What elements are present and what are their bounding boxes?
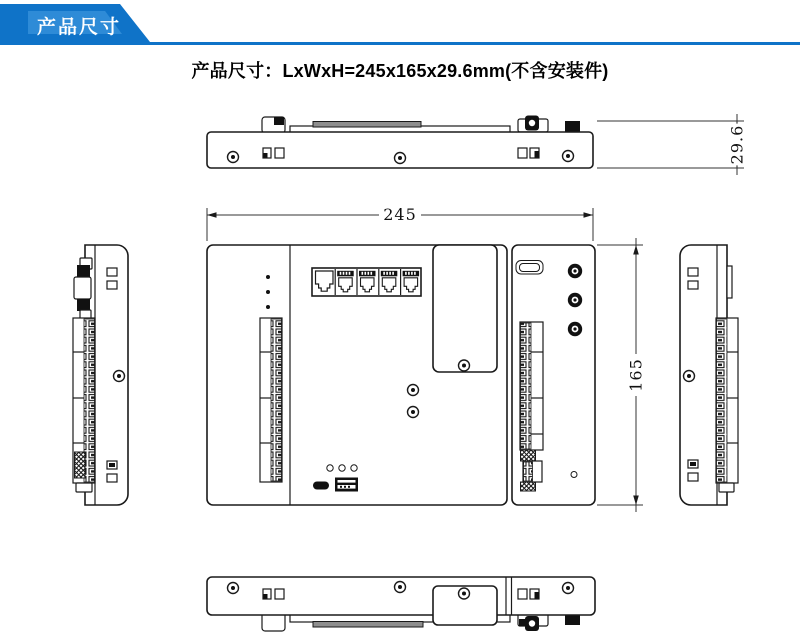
screw-hole [114,371,125,382]
front-view-drawing [207,245,595,505]
terminal-block-right [520,322,543,491]
dimension-width [597,238,646,512]
screw-hole [459,588,470,599]
top-view-drawing [207,116,593,169]
usb-a-port [335,478,358,492]
screw-hole [395,582,406,593]
screw-hole [408,385,419,396]
terminal-block-side [73,318,95,492]
right-side-view-drawing [680,245,738,505]
dimension-height-label: 29.6 [727,124,747,165]
dimension-height [597,114,747,175]
screw-hole [459,360,470,371]
antenna-stub [565,121,580,132]
usb-c-port [313,482,329,490]
screw-hole [228,152,239,163]
dimension-length [207,205,593,241]
mount-slot [313,122,421,128]
terminal-block-left [260,318,282,482]
screw-hole [563,583,574,594]
screw-hole [228,583,239,594]
audio-jack [568,322,582,336]
screw-hole [395,153,406,164]
dimensions-title: 产品尺寸：LxWxH=245x165x29.6mm(不含安装件) [191,61,609,81]
expansion-panel [433,245,497,372]
bottom-view-drawing [207,577,595,631]
ethernet-ports [312,268,421,296]
dimension-width-label: 165 [626,358,646,392]
screw-hole [684,371,695,382]
screw-hole [408,407,419,418]
audio-jack [568,264,582,278]
screw-hole [563,151,574,162]
dimension-length-label: 245 [383,205,417,224]
keystone-port [315,271,333,291]
left-side-view-drawing [73,245,128,505]
audio-jack [568,293,582,307]
mount-slot [313,622,423,628]
terminal-block-side [716,318,738,492]
banner-title: 产品尺寸 [37,17,122,38]
